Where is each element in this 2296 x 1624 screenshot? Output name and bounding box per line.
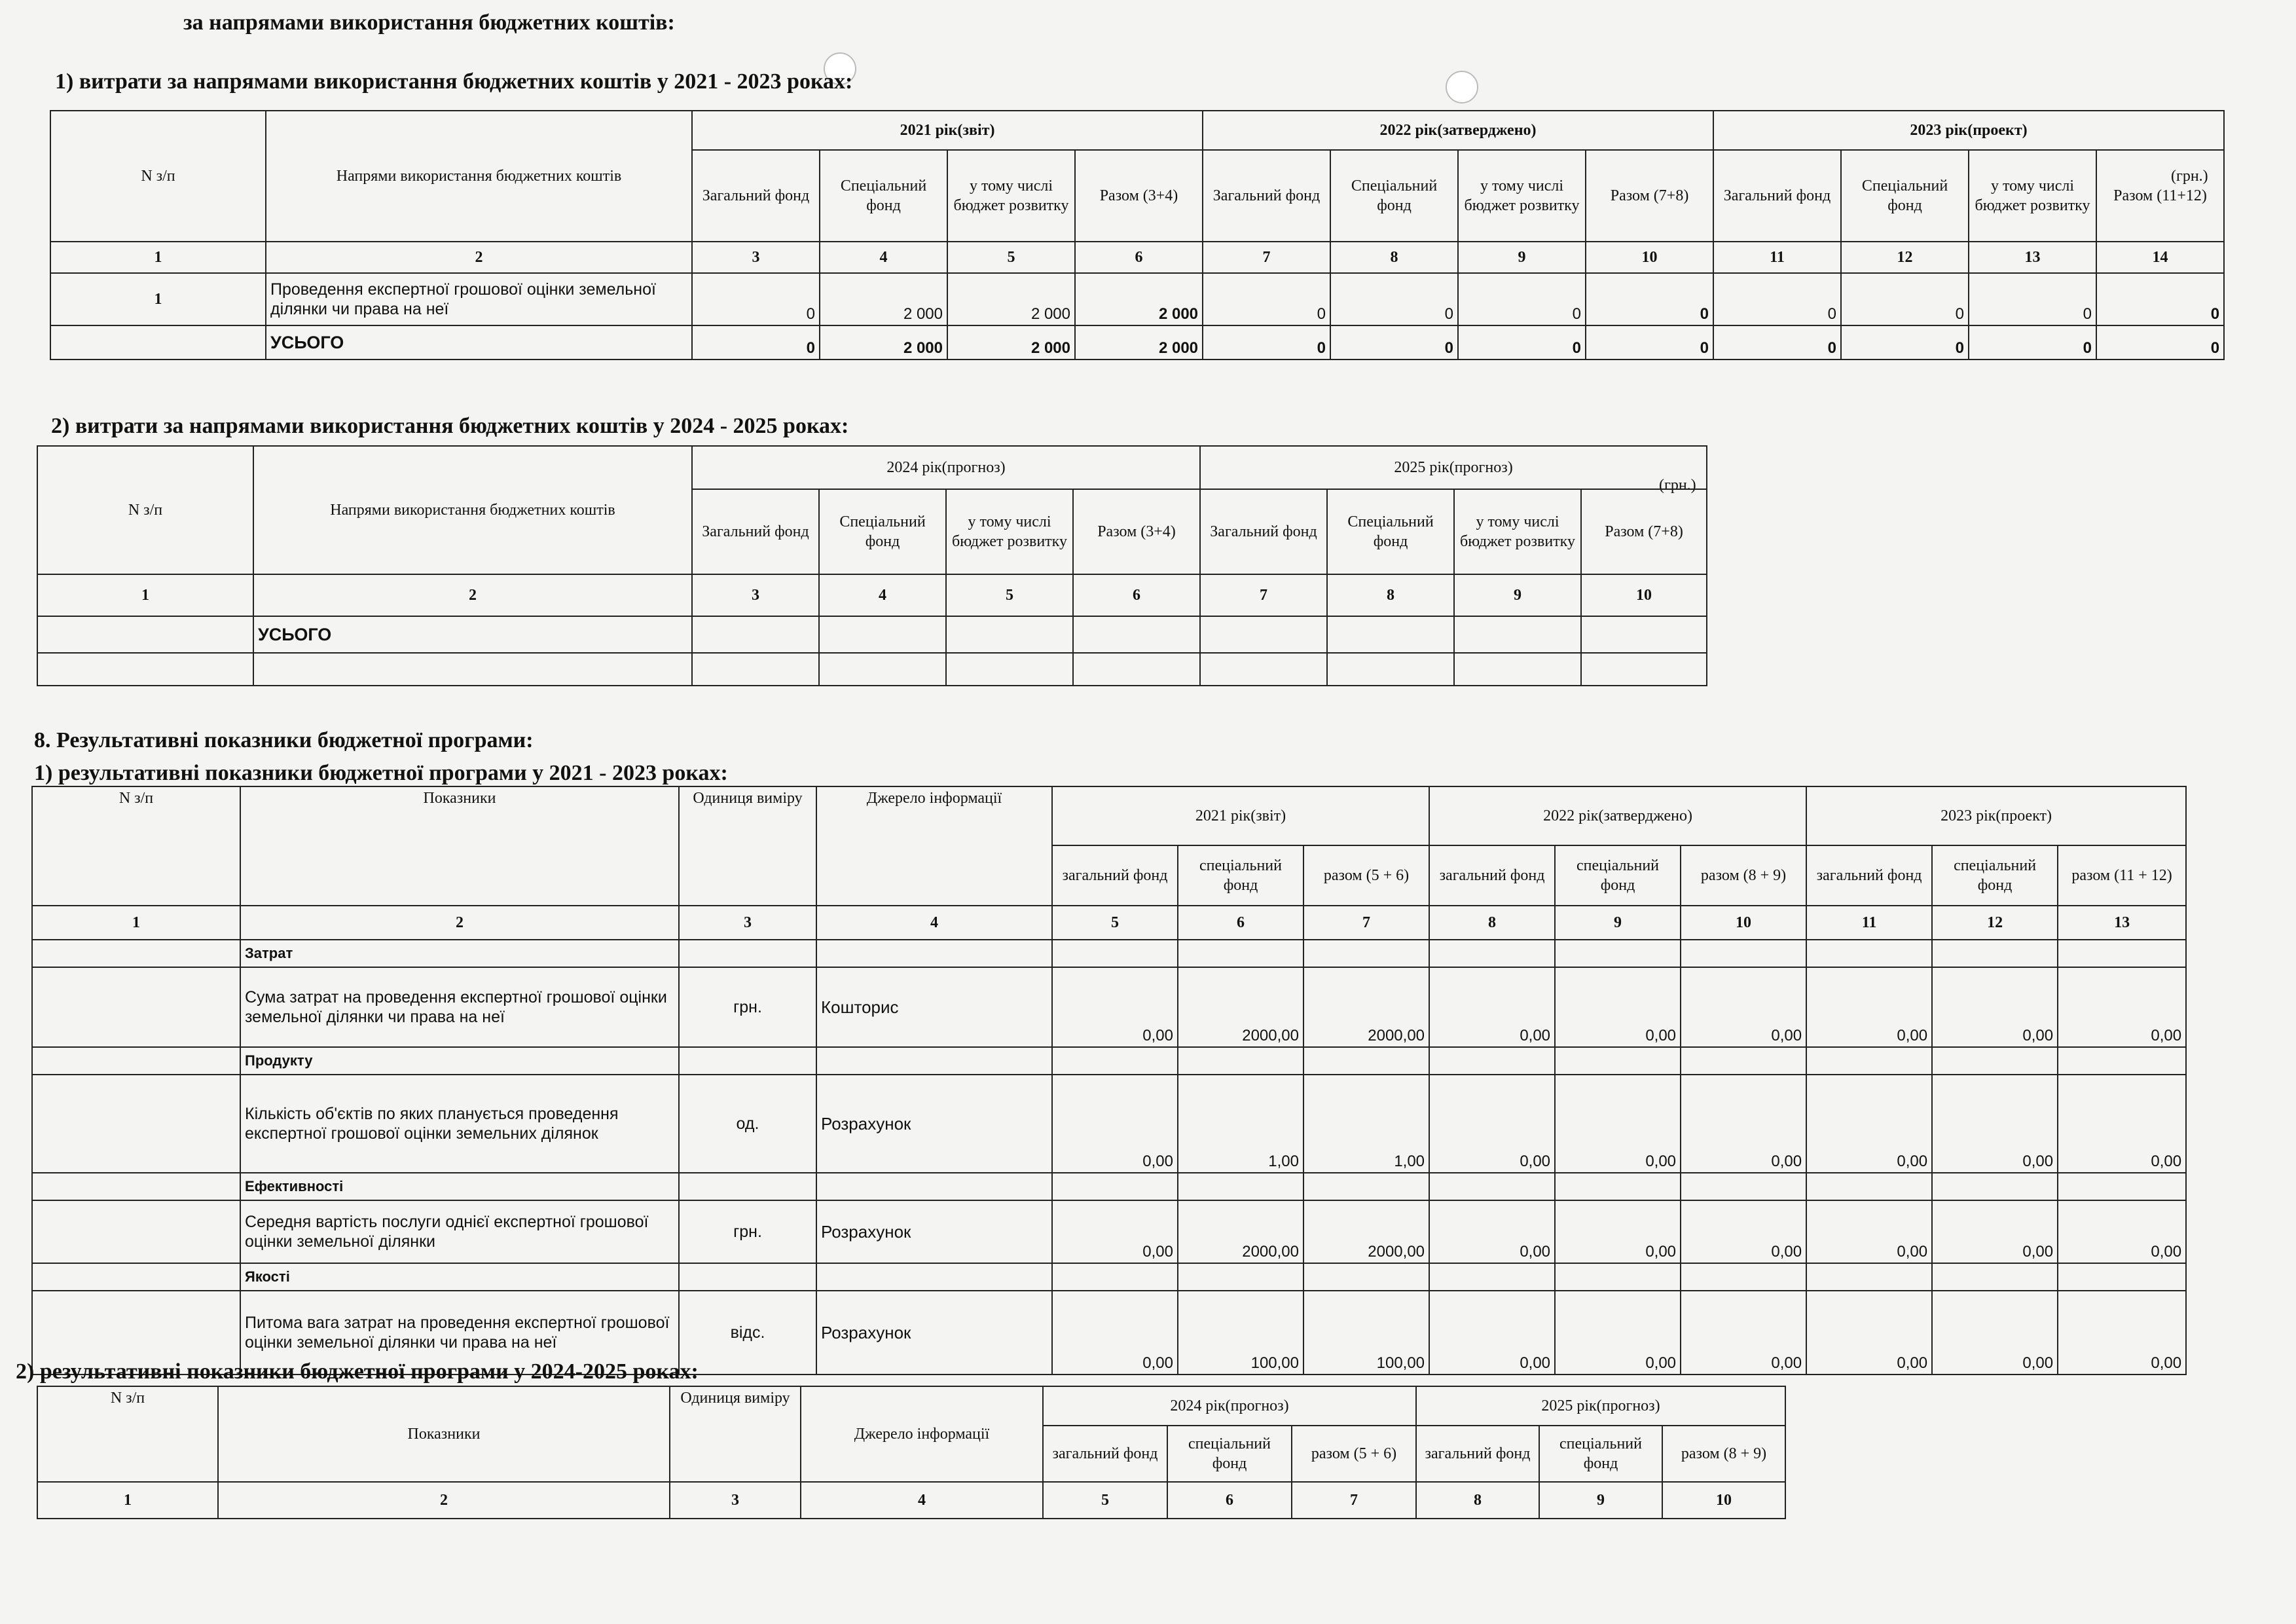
cell-value: 0,00 (1555, 1200, 1681, 1263)
cell-value: 0,00 (1806, 967, 1932, 1047)
cell-value: 0,00 (1681, 1291, 1806, 1375)
cell-value: 0 (1969, 325, 2096, 360)
cell-value: 2 000 (947, 273, 1075, 325)
column-number: 4 (801, 1482, 1043, 1519)
column-number: 13 (2058, 906, 2186, 940)
column-number: 3 (692, 574, 819, 616)
category-row (32, 1263, 2186, 1291)
cell-value: 2 000 (1075, 325, 1203, 360)
column-number: 9 (1458, 242, 1586, 273)
column-number: 9 (1539, 1482, 1662, 1519)
column-number: 5 (1043, 1482, 1167, 1519)
column-number: 2 (253, 574, 692, 616)
header-general-fund: загальний фонд (1429, 845, 1555, 906)
unit-value: грн. (679, 967, 816, 1047)
header-total: разом (5 + 6) (1292, 1426, 1416, 1482)
column-number: 3 (692, 242, 820, 273)
header-no: N з/п (50, 111, 266, 242)
expenses-table-2024-2025 (37, 445, 1707, 686)
header-year-2022: 2022 рік(затверджено) (1429, 786, 1806, 845)
header-development-budget: у тому числі бюджет розвитку (1458, 150, 1586, 242)
cell-value: 0,00 (1932, 1075, 2058, 1173)
category-row (32, 1173, 2186, 1200)
direction-name: Проведення експертної грошової оцінки земельної ділянки чи права на неї (266, 273, 692, 325)
header-year-2024: 2024 рік(прогноз) (692, 446, 1200, 489)
header-general-fund: загальний фонд (1043, 1426, 1167, 1482)
column-number-row (37, 1482, 1785, 1519)
header-general-fund: загальний фонд (1806, 845, 1932, 906)
cell-value: 1,00 (1303, 1075, 1429, 1173)
header-no: N з/п (37, 446, 253, 574)
header-total: разом (8 + 9) (1681, 845, 1806, 906)
cell-value: 0,00 (1555, 1291, 1681, 1375)
category-label: Ефективності (240, 1173, 679, 1200)
column-number: 3 (670, 1482, 801, 1519)
row-number: 1 (50, 273, 266, 325)
header-general-fund: Загальний фонд (692, 489, 819, 574)
cell-value: 0,00 (1052, 1291, 1178, 1375)
cell-value: 0 (1969, 273, 2096, 325)
column-number: 2 (266, 242, 692, 273)
section-8-title: 8. Результативні показники бюджетної програми: (34, 728, 534, 752)
header-year-2021: 2021 рік(звіт) (692, 111, 1203, 150)
indicator-name: Питома вага затрат на проведення експертної грошової оцінки земельної ділянки чи права на неї (240, 1291, 679, 1375)
cell-value: 0,00 (1681, 967, 1806, 1047)
header-special-fund: спеціальний фонд (1539, 1426, 1662, 1482)
column-number: 6 (1073, 574, 1200, 616)
column-number: 13 (1969, 242, 2096, 273)
header-total: разом (5 + 6) (1303, 845, 1429, 906)
cell-value: 0,00 (1052, 1200, 1178, 1263)
source-value: Розрахунок (816, 1075, 1052, 1173)
header-development-budget: у тому числі бюджет розвитку (1454, 489, 1581, 574)
header-special-fund: Спеціальний фонд (819, 489, 946, 574)
header-total: разом (8 + 9) (1662, 1426, 1785, 1482)
header-special-fund: Спеціальний фонд (820, 150, 947, 242)
header-indicators: Показники (240, 786, 679, 906)
column-number: 8 (1330, 242, 1458, 273)
cell-value: 0,00 (1555, 1075, 1681, 1173)
cell-value: 0,00 (1681, 1075, 1806, 1173)
header-total: Разом (11+12) (2096, 150, 2224, 242)
indicators-table-2024-2025 (37, 1386, 1786, 1519)
column-number: 10 (1681, 906, 1806, 940)
column-number: 1 (37, 1482, 218, 1519)
total-row (37, 616, 1707, 653)
cell-value: 0,00 (1806, 1291, 1932, 1375)
column-number: 6 (1075, 242, 1203, 273)
cell-value: 0 (1841, 325, 1969, 360)
cell-value: 0 (1586, 273, 1713, 325)
header-year-2025: 2025 рік(прогноз) (1200, 446, 1707, 489)
cell-value: 0 (1203, 273, 1330, 325)
header-general-fund: Загальний фонд (692, 150, 820, 242)
column-number: 8 (1416, 1482, 1539, 1519)
cell-value: 0,00 (1932, 1200, 2058, 1263)
header-source: Джерело інформації (816, 786, 1052, 906)
header-directions: Напрями використання бюджетних коштів (266, 111, 692, 242)
column-number: 6 (1178, 906, 1303, 940)
header-development-budget: у тому числі бюджет розвитку (946, 489, 1073, 574)
header-general-fund: Загальний фонд (1200, 489, 1327, 574)
table-row (32, 1200, 2186, 1263)
cell-value: 0,00 (1429, 967, 1555, 1047)
cell-value: 0,00 (1932, 1291, 2058, 1375)
cell-value: 0 (1713, 325, 1841, 360)
header-year-2023: 2023 рік(проект) (1713, 111, 2224, 150)
header-development-budget: у тому числі бюджет розвитку (1969, 150, 2096, 242)
header-special-fund: Спеціальний фонд (1841, 150, 1969, 242)
column-number: 2 (218, 1482, 670, 1519)
source-value: Кошторис (816, 967, 1052, 1047)
cell-value: 2 000 (820, 273, 947, 325)
column-number: 5 (947, 242, 1075, 273)
column-number: 7 (1200, 574, 1327, 616)
source-value: Розрахунок (816, 1200, 1052, 1263)
category-row (32, 940, 2186, 967)
cell-value: 2 000 (947, 325, 1075, 360)
category-label: Якості (240, 1263, 679, 1291)
header-year-2022: 2022 рік(затверджено) (1203, 111, 1713, 150)
table-row (32, 967, 2186, 1047)
column-number: 10 (1581, 574, 1707, 616)
cell-value: 0,00 (2058, 967, 2186, 1047)
header-indicators: Показники (218, 1386, 670, 1482)
cell-value: 0,00 (1932, 967, 2058, 1047)
column-number: 4 (816, 906, 1052, 940)
cell-value: 0,00 (1806, 1075, 1932, 1173)
header-year-2024: 2024 рік(прогноз) (1043, 1386, 1416, 1426)
total-row (50, 325, 2224, 360)
section-2-title: 2) витрати за напрямами використання бюджетних коштів у 2024 - 2025 роках: (51, 414, 849, 438)
column-number-row (32, 906, 2186, 940)
column-number: 3 (679, 906, 816, 940)
column-number: 6 (1167, 1482, 1292, 1519)
column-number: 1 (37, 574, 253, 616)
cell-value: 0 (1330, 273, 1458, 325)
cell-value: 0,00 (1806, 1200, 1932, 1263)
header-development-budget: у тому числі бюджет розвитку (947, 150, 1075, 242)
cell-value: 2000,00 (1303, 1200, 1429, 1263)
category-label: Затрат (240, 940, 679, 967)
column-number: 5 (1052, 906, 1178, 940)
cell-value: 0 (1458, 325, 1586, 360)
header-special-fund: Спеціальний фонд (1327, 489, 1454, 574)
currency-unit: (грн.) (1659, 477, 1696, 494)
punch-hole-icon (1446, 71, 1478, 103)
header-year-2025: 2025 рік(прогноз) (1416, 1386, 1785, 1426)
unit-value: грн. (679, 1200, 816, 1263)
category-row (32, 1047, 2186, 1075)
cell-value: 0 (2096, 273, 2224, 325)
column-number: 4 (819, 574, 946, 616)
column-number: 12 (1841, 242, 1969, 273)
column-number: 11 (1713, 242, 1841, 273)
total-label: УСЬОГО (253, 616, 692, 653)
cell-value: 1,00 (1178, 1075, 1303, 1173)
header-special-fund: спеціальний фонд (1167, 1426, 1292, 1482)
column-number: 11 (1806, 906, 1932, 940)
header-general-fund: Загальний фонд (1203, 150, 1330, 242)
table-row (32, 1075, 2186, 1173)
column-number-row (50, 242, 2224, 273)
indicator-name: Кількість об'єктів по яких планується проведення експертної грошової оцінки земельних ділянок (240, 1075, 679, 1173)
column-number: 9 (1555, 906, 1681, 940)
header-year-2021: 2021 рік(звіт) (1052, 786, 1429, 845)
header-no: N з/п (32, 786, 240, 906)
expenses-table-2021-2023 (50, 110, 2225, 360)
cell-value: 0 (1203, 325, 1330, 360)
header-unit: Одиниця виміру (679, 786, 816, 906)
header-source: Джерело інформації (801, 1386, 1043, 1482)
cell-value: 2 000 (820, 325, 947, 360)
header-total: Разом (7+8) (1586, 150, 1713, 242)
total-label: УСЬОГО (266, 325, 692, 360)
cell-value: 0,00 (1555, 967, 1681, 1047)
header-special-fund: спеціальний фонд (1178, 845, 1303, 906)
header-special-fund: спеціальний фонд (1555, 845, 1681, 906)
cell-value: 0,00 (1052, 1075, 1178, 1173)
cell-value: 0 (2096, 325, 2224, 360)
column-number: 8 (1429, 906, 1555, 940)
cell-value: 2000,00 (1178, 967, 1303, 1047)
currency-unit: (грн.) (2171, 168, 2208, 185)
header-total: Разом (3+4) (1075, 150, 1203, 242)
header-special-fund: Спеціальний фонд (1330, 150, 1458, 242)
section-heading: за напрямами використання бюджетних коштів: (183, 10, 675, 35)
column-number: 4 (820, 242, 947, 273)
cell-value: 0,00 (1052, 967, 1178, 1047)
column-number: 10 (1662, 1482, 1785, 1519)
section-4-title: 2) результативні показники бюджетної програми у 2024-2025 роках: (16, 1359, 699, 1384)
column-number: 2 (240, 906, 679, 940)
indicator-name: Сума затрат на проведення експертної грошової оцінки земельної ділянки чи права на неї (240, 967, 679, 1047)
cell-value: 0 (1458, 273, 1586, 325)
column-number: 12 (1932, 906, 2058, 940)
header-general-fund: загальний фонд (1052, 845, 1178, 906)
column-number: 7 (1292, 1482, 1416, 1519)
header-total: Разом (7+8) (1581, 489, 1707, 574)
indicator-name: Середня вартість послуги однієї експертної грошової оцінки земельної ділянки (240, 1200, 679, 1263)
column-number: 10 (1586, 242, 1713, 273)
section-3-title: 1) результативні показники бюджетної програми у 2021 - 2023 роках: (34, 761, 728, 785)
indicators-table-2021-2023 (31, 786, 2187, 1375)
cell-value: 0 (1841, 273, 1969, 325)
cell-value: 0 (692, 325, 820, 360)
header-total: разом (11 + 12) (2058, 845, 2186, 906)
cell-value: 0 (692, 273, 820, 325)
column-number: 1 (50, 242, 266, 273)
cell-value: 2 000 (1075, 273, 1203, 325)
column-number: 1 (32, 906, 240, 940)
cell-value: 0,00 (2058, 1075, 2186, 1173)
source-value: Розрахунок (816, 1291, 1052, 1375)
cell-value: 0 (1330, 325, 1458, 360)
header-no: N з/п (37, 1386, 218, 1482)
cell-value: 0 (1586, 325, 1713, 360)
header-total: Разом (3+4) (1073, 489, 1200, 574)
header-year-2023: 2023 рік(проект) (1806, 786, 2186, 845)
cell-value: 0,00 (1429, 1291, 1555, 1375)
header-unit: Одиниця виміру (670, 1386, 801, 1482)
cell-value: 0,00 (1681, 1200, 1806, 1263)
cell-value: 0,00 (1429, 1075, 1555, 1173)
cell-value: 2000,00 (1178, 1200, 1303, 1263)
header-general-fund: Загальний фонд (1713, 150, 1841, 242)
cell-value: 0,00 (2058, 1200, 2186, 1263)
cell-value: 0,00 (2058, 1291, 2186, 1375)
unit-value: відс. (679, 1291, 816, 1375)
cell-value: 100,00 (1178, 1291, 1303, 1375)
cell-value: 0,00 (1429, 1200, 1555, 1263)
header-directions: Напрями використання бюджетних коштів (253, 446, 692, 574)
cell-value: 0 (1713, 273, 1841, 325)
header-special-fund: спеціальний фонд (1932, 845, 2058, 906)
column-number: 14 (2096, 242, 2224, 273)
table-row (50, 273, 2224, 325)
column-number-row (37, 574, 1707, 616)
category-label: Продукту (240, 1047, 679, 1075)
cell-value: 2000,00 (1303, 967, 1429, 1047)
column-number: 5 (946, 574, 1073, 616)
column-number: 7 (1303, 906, 1429, 940)
column-number: 7 (1203, 242, 1330, 273)
cell-value: 100,00 (1303, 1291, 1429, 1375)
column-number: 8 (1327, 574, 1454, 616)
column-number: 9 (1454, 574, 1581, 616)
section-1-title: 1) витрати за напрямами використання бюджетних коштів у 2021 - 2023 роках: (55, 69, 853, 94)
unit-value: од. (679, 1075, 816, 1173)
header-general-fund: загальний фонд (1416, 1426, 1539, 1482)
